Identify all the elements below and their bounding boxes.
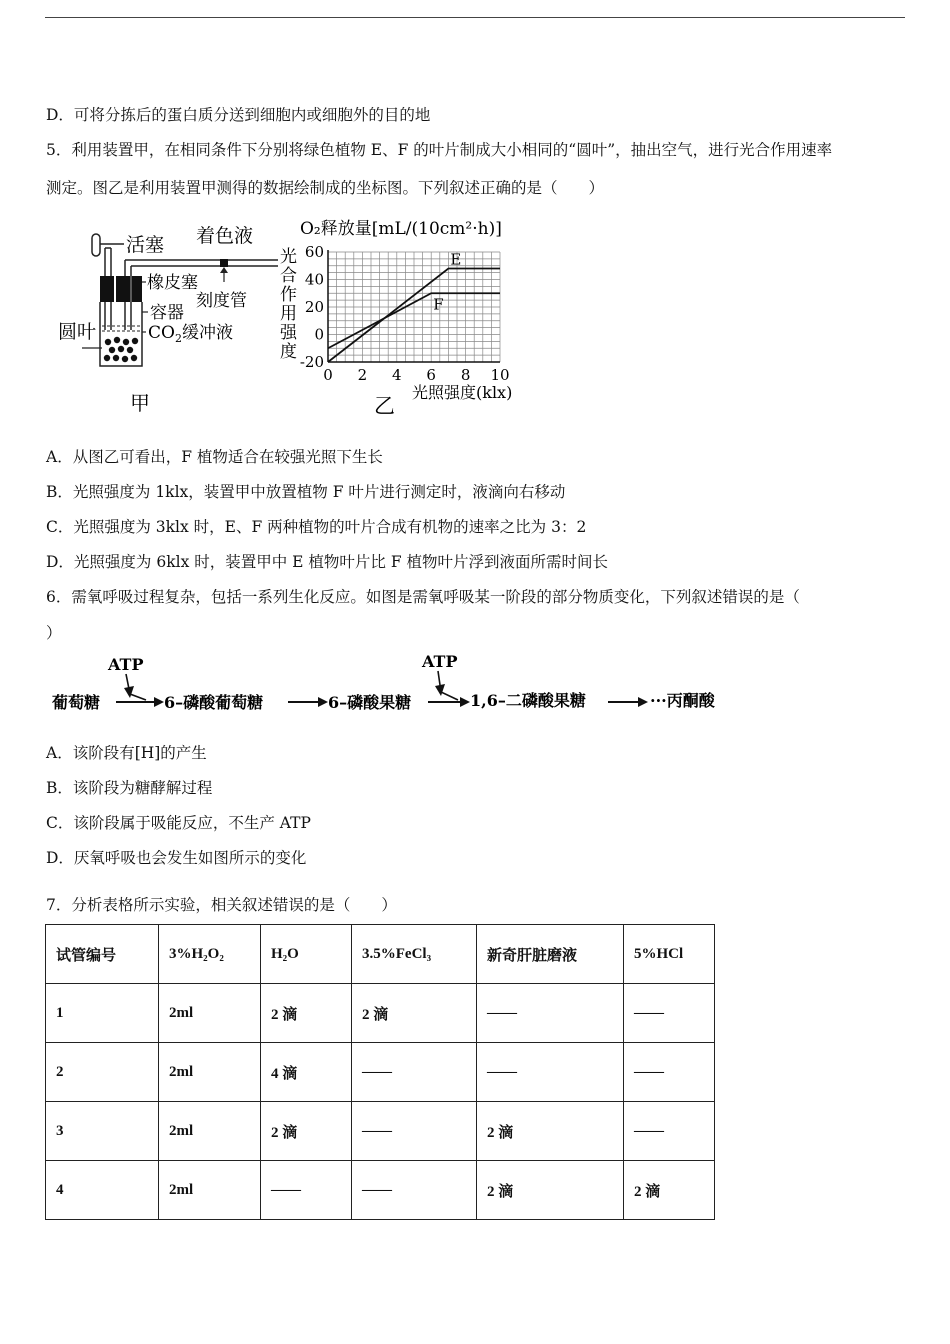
table-cell: —— <box>477 984 624 1043</box>
table-cell: —— <box>261 1161 352 1220</box>
ylabel-char: 度 <box>280 342 297 362</box>
q5-option-d: D．光照强度为 6klx 时，装置甲中 E 植物叶片比 F 植物叶片浮到液面所需时间长 <box>46 553 609 571</box>
table-cell: —— <box>624 1102 715 1161</box>
colored-liquid-drop <box>220 259 228 267</box>
table-cell: —— <box>352 1043 477 1102</box>
q5-stem-line2: 测定。图乙是利用装置甲测得的数据绘制成的坐标图。下列叙述正确的是（ ） <box>46 179 605 197</box>
x-tick-label: 8 <box>460 366 471 384</box>
chart-caption: 乙 <box>374 394 395 418</box>
rubber-stopper-label: 橡皮塞 <box>147 273 198 293</box>
table-cell: 2ml <box>159 984 261 1043</box>
table-cell: —— <box>352 1102 477 1161</box>
glucose-label: 葡萄糖 <box>52 693 101 712</box>
container-label: 容器 <box>150 303 184 323</box>
table-cell: 2 滴 <box>261 1102 352 1161</box>
g6p-label: 6–磷酸葡萄糖 <box>164 693 264 712</box>
table-cell: 2 <box>46 1043 159 1102</box>
glycolysis-pathway <box>50 648 740 716</box>
y-tick-label: 40 <box>304 270 324 289</box>
table-cell: 2 滴 <box>624 1161 715 1220</box>
q5-option-c: C．光照强度为 3klx 时，E、F 两种植物的叶片合成有机物的速率之比为 3：2 <box>46 518 587 536</box>
chart-ylabel <box>280 247 298 362</box>
leaf-discs <box>104 337 138 362</box>
table-header-row <box>46 925 715 984</box>
table-row <box>46 1102 715 1161</box>
q6-option-c: C．该阶段属于吸能反应，不生产 ATP <box>46 814 311 832</box>
y-tick-label: -20 <box>299 353 324 371</box>
apparatus-figure <box>50 218 280 418</box>
header-cell: 3.5%FeCl₃ <box>352 925 477 984</box>
x-tick-label: 4 <box>392 366 402 384</box>
colored-liquid-label: 着色液 <box>196 225 254 247</box>
series-label-F: F <box>433 295 444 314</box>
f6p-label: 6–磷酸果糖 <box>328 693 412 712</box>
table-cell: —— <box>477 1043 624 1102</box>
table-cell: 2ml <box>159 1043 261 1102</box>
experiment-table <box>45 924 715 1220</box>
table-cell: —— <box>624 1043 715 1102</box>
top-rule <box>45 17 905 18</box>
x-tick-label: 2 <box>357 366 368 384</box>
q4-option-d: D．可将分拣后的蛋白质分送到细胞内或细胞外的目的地 <box>46 106 431 124</box>
pyruvate-label: ···丙酮酸 <box>650 691 715 710</box>
disc-leaf-label: 圆叶 <box>58 321 97 343</box>
table-cell: 2ml <box>159 1102 261 1161</box>
table-row <box>46 984 715 1043</box>
buffer-label: $CO_2$缓冲液 <box>148 323 233 345</box>
table-cell: 2 滴 <box>477 1102 624 1161</box>
y-tick-label: 60 <box>304 243 324 261</box>
chart-xlabel: 光照强度(klx) <box>412 383 513 402</box>
atp-label-2: ATP <box>422 652 458 671</box>
apparatus-caption: 甲 <box>130 391 150 415</box>
header-cell: 3%H₂O₂ <box>159 925 261 984</box>
x-tick-label: 0 <box>323 366 333 384</box>
table-cell: 2 滴 <box>261 984 352 1043</box>
header-cell: 新奇肝脏磨液 <box>477 925 624 984</box>
photosynthesis-chart <box>276 210 536 420</box>
chart-title: O₂释放量[mL/(10cm²·h)] <box>300 219 502 239</box>
table-cell: —— <box>624 984 715 1043</box>
ylabel-char: 合 <box>280 266 297 286</box>
table-cell: 4 <box>46 1161 159 1220</box>
stopcock-icon <box>92 234 100 256</box>
stopcock-label: 活塞 <box>126 234 165 256</box>
q7-stem: 7．分析表格所示实验，相关叙述错误的是（ ） <box>46 896 397 914</box>
y-tick-label: 20 <box>304 298 324 316</box>
ylabel-char: 用 <box>280 304 297 324</box>
q6-stem-line1: 6．需氧呼吸过程复杂，包括一系列生化反应。如图是需氧呼吸某一阶段的部分物质变化，下列叙述错误的是（ <box>46 588 800 606</box>
q5-option-a: A．从图乙可看出，F 植物适合在较强光照下生长 <box>46 448 383 466</box>
table-cell: 2 滴 <box>477 1161 624 1220</box>
table-row <box>46 1043 715 1102</box>
table-cell: 1 <box>46 984 159 1043</box>
header-cell: H₂O <box>261 925 352 984</box>
q6-stem-line2: ） <box>46 624 62 642</box>
ylabel-char: 作 <box>280 285 297 305</box>
table-cell: 3 <box>46 1102 159 1161</box>
table-cell: —— <box>352 1161 477 1220</box>
series-label-E: E <box>450 250 462 269</box>
atp-label-1: ATP <box>108 655 144 674</box>
q5-option-b: B．光照强度为 1klx，装置甲中放置植物 F 叶片进行测定时，液滴向右移动 <box>46 483 566 501</box>
ylabel-char: 光 <box>280 247 297 267</box>
table-cell: 4 滴 <box>261 1043 352 1102</box>
x-tick-label: 6 <box>426 366 436 384</box>
q5-stem-line1: 5．利用装置甲，在相同条件下分别将绿色植物 E、F 的叶片制成大小相同的“圆叶”，抽出空气，进行光合作用速率 <box>46 141 833 159</box>
fbp-label: 1,6–二磷酸果糖 <box>470 691 586 710</box>
y-tick-label: 0 <box>314 325 324 344</box>
q6-option-b: B．该阶段为糖酵解过程 <box>46 779 213 797</box>
ylabel-char: 强 <box>280 323 297 343</box>
x-tick-label: 10 <box>490 366 510 384</box>
q6-option-d: D．厌氧呼吸也会发生如图所示的变化 <box>46 849 307 867</box>
table-cell: 2ml <box>159 1161 261 1220</box>
q6-option-a: A．该阶段有[H]的产生 <box>46 744 207 762</box>
graduated-tube-label: 刻度管 <box>196 291 247 311</box>
table-cell: 2 滴 <box>352 984 477 1043</box>
header-cell: 5%HCl <box>624 925 715 984</box>
table-row <box>46 1161 715 1220</box>
header-cell: 试管编号 <box>46 925 159 984</box>
